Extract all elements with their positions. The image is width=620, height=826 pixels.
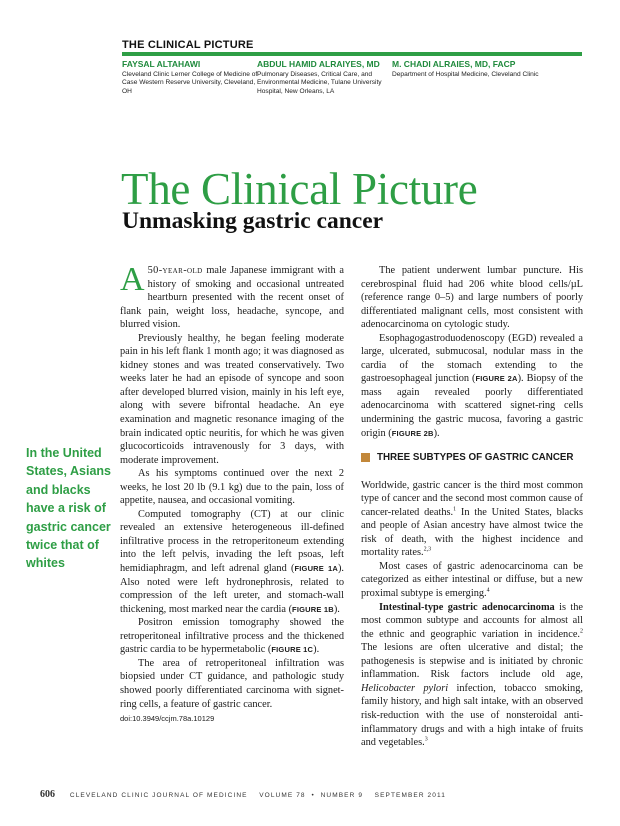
paragraph: Previously healthy, he began feeling moderate pain in his left flank 1 month ago; it was diagnosed as kidney stones and was treated conservatively. Two weeks later he had an episode of syncope and soon after developed blurred vision, mainly in his left eye, along with severe bifrontal headache. An eye examination and magnetic resonance imaging of the brain indicated optic neuritis, for which he was given glucocorticoids intravenously for 3 days, with moderate improvement. xyxy=(120,332,344,466)
issue-date: SEPTEMBER 2011 xyxy=(374,792,446,799)
section-heading-text: THREE SUBTYPES OF GASTRIC CANCER xyxy=(377,452,574,464)
paragraph-text: infection, tobacco smoking, family history, and high salt intake, with an observed risk-reduction with the use of nonsteroidal anti-inflammatory drugs and with a high intake of fruits and vegetables. xyxy=(361,682,583,749)
issue-number: NUMBER 9 xyxy=(320,792,364,799)
paragraph-text: Esophagogastroduodenoscopy (EGD) revealed a large, ulcerated, submucosal, nodular mass in the cardia of the stomach extending to the gastroesophageal junction ( xyxy=(361,332,583,385)
citation: 2 xyxy=(580,628,583,635)
author-name: FAYSAL ALTAHAWI xyxy=(122,59,201,69)
paragraph-text: is the most common subtype and accounts for almost all the ethnic and geographic variation in incidence. xyxy=(361,601,583,640)
author-name: M. CHADI ALRAIES, MD, FACP xyxy=(392,59,516,69)
author-name: ABDUL HAMID ALRAIYES, MD xyxy=(257,59,380,69)
figure-reference: FIGURE 2A xyxy=(475,374,518,384)
pull-quote: In the United States, Asians and blacks have a risk of gastric cancer twice that of whites xyxy=(26,446,111,571)
author-affiliation: Cleveland Clinic Lerner College of Medicine of Case Western Reserve University, Cleveland, OH xyxy=(122,71,258,95)
paragraph-text: ). xyxy=(313,644,320,656)
citation: 4 xyxy=(486,587,490,594)
header-rule xyxy=(122,52,582,56)
section-heading xyxy=(361,451,583,465)
figure-reference: FIGURE 1A xyxy=(294,564,338,574)
figure-reference: FIGURE 1B xyxy=(292,604,334,614)
author-block xyxy=(257,59,393,96)
paragraph xyxy=(361,332,583,440)
article-title: The Clinical Picture xyxy=(121,164,478,214)
doi: doi:10.3949/ccjm.78a.10129 xyxy=(120,714,215,724)
citation: 2,3 xyxy=(423,546,432,553)
paragraph-text: ). Also noted were left hydronephrosis, related to compression of the left ureter, and stomach-wall thickening, most marked near the cardia ( xyxy=(120,563,344,615)
paragraph xyxy=(361,560,583,601)
square-bullet-icon xyxy=(361,453,370,462)
author-block xyxy=(392,59,572,79)
paragraph xyxy=(361,479,583,560)
author-block xyxy=(122,59,258,96)
volume: VOLUME 78 xyxy=(259,792,306,799)
author-affiliation: Pulmonary Diseases, Critical Care, and Environmental Medicine, Tulane University Hospital, New Orleans, LA xyxy=(257,71,382,95)
paragraph-text: In the United States, blacks and people of Asian ancestry have almost twice the risk of death, with the highest incidence and mortality rates. xyxy=(361,506,583,559)
paragraph: As his symptoms continued over the next 2 weeks, he lost 20 lb (9.1 kg) due to the pain, loss of appetite, nausea, and occasional vomiting. xyxy=(120,468,344,507)
right-column xyxy=(361,264,583,750)
left-column xyxy=(120,261,344,726)
paragraph-text: Most cases of gastric adenocarcinoma can be categorized as either intestinal or diffuse, but a new proximal subtype is emerging. xyxy=(361,560,583,600)
page-number: 606 xyxy=(40,789,55,800)
bold-term: Intestinal-type gastric adenocarcinoma xyxy=(379,601,555,613)
page-footer xyxy=(40,789,446,800)
bullet: • xyxy=(311,792,315,799)
citation: 1 xyxy=(453,506,457,513)
paragraph xyxy=(120,261,344,332)
journal-name: CLEVELAND CLINIC JOURNAL OF MEDICINE xyxy=(69,792,248,799)
italic-term: Helicobacter pylori xyxy=(361,682,449,694)
small-caps-lead: 50-year-old xyxy=(147,265,203,276)
paragraph xyxy=(120,616,344,657)
paragraph xyxy=(361,601,583,750)
paragraph: The area of retroperitoneal infiltration was biopsied under CT guidance, and pathologic study showed poorly differentiated carcinoma with signet-ring cells, a feature of gastric cancer. xyxy=(120,657,344,710)
paragraph: The patient underwent lumbar puncture. His cerebrospinal fluid had 206 white blood cells/µL (reference range 0–5) and large numbers of poorly differentiated malignant cells, most consistent with adenocarcinoma on cytologic study. xyxy=(361,265,583,331)
citation: 3 xyxy=(424,736,428,743)
paragraph-text: ). xyxy=(433,427,440,439)
author-affiliation: Department of Hospital Medicine, Cleveland Clinic xyxy=(392,71,539,78)
section-label: THE CLINICAL PICTURE xyxy=(122,39,254,51)
paragraph-text: Computed tomography (CT) at our clinic revealed an extensive heterogeneous ill-defined infiltrative process in the retroperitoneum extending into the left pelvis, invading the left psoas, left hemidiaphragm, and left adrenal gland ( xyxy=(120,508,344,575)
article-subtitle: Unmasking gastric cancer xyxy=(122,208,384,234)
paragraph-text: Positron emission tomography showed the retroperitoneal infiltrative process and the thickened gastric cardia to be hypermetabolic ( xyxy=(120,617,344,656)
paragraph-text: ). xyxy=(333,603,340,615)
figure-reference: FIGURE 1C xyxy=(271,645,314,655)
figure-reference: FIGURE 2B xyxy=(391,428,434,438)
paragraph xyxy=(120,508,344,616)
paragraph-text: The lesions are often ulcerative and distal; the pathogenesis is stepwise and is initiated by chronic inflammation. Risk factors include old age, xyxy=(361,642,583,681)
drop-cap: A xyxy=(120,261,145,298)
paragraph-text: ). Biopsy of the mass again revealed poorly differentiated adenocarcinoma with scattered signet-ring cells undermining the gastric mucosa, favoring a gastric origin ( xyxy=(361,373,584,439)
paragraph-text: Worldwide, gastric cancer is the third most common type of cancer and the second most common cause of cancer-related deaths. xyxy=(361,479,583,518)
paragraph-text: male Japanese immigrant with a history of smoking and occasional untreated heartburn presented with the recent onset of flank pain, weight loss, headache, syncope, and blurred vision. xyxy=(120,265,344,331)
